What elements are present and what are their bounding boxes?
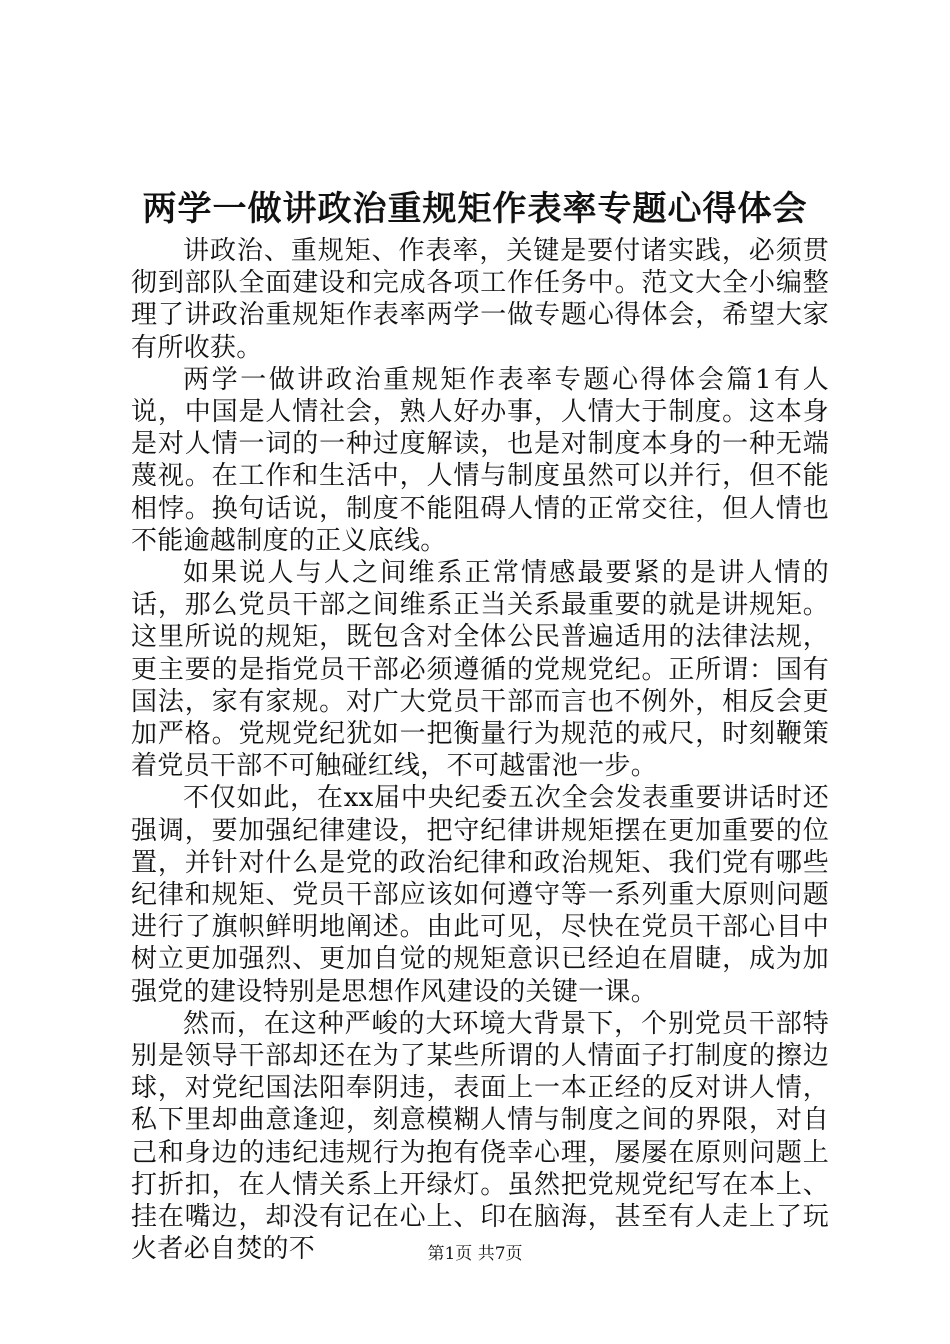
paragraph-2: 如果说人与人之间维系正常情感最要紧的是讲人情的话，那么党员干部之间维系正当关系最重要的就是讲规矩。这里所说的规矩，既包含对全体公民普遍适用的法律法规，更主要的是指党员干部必须遵循的党规党纪。正所谓：国有国法，家有家规。对广大党员干部而言也不例外，相反会更加严格。党规党纪犹如一把衡量行为规范的戒尺，时刻鞭策着党员干部不可触碰红线，不可越雷池一步。 (131, 558, 829, 782)
page-footer: 第1页 共7页 (427, 1244, 523, 1264)
paragraph-4: 然而，在这种严峻的大环境大背景下，个别党员干部特别是领导干部却还在为了某些所谓的人情面子打制度的擦边球，对党纪国法阳奉阴违，表面上一本正经的反对讲人情，私下里却曲意逢迎，刻意模糊人情与制度之间的界限，对自己和身边的违纪违规行为抱有侥幸心理，屡屡在原则问题上打折扣，在人情关系上开绿灯。虽然把党规党纪写在本上、挂在嘴边，却没有记在心上、印在脑海，甚至有人走上了玩火者必自焚的不 (131, 1008, 829, 1265)
paragraph-intro: 讲政治、重规矩、作表率，关键是要付诸实践，必须贯彻到部队全面建设和完成各项工作任务中。范文大全小编整理了讲政治重规矩作表率两学一做专题心得体会，希望大家有所收获。 (131, 236, 829, 363)
paragraph-3: 不仅如此，在xx届中央纪委五次全会发表重要讲话时还强调，要加强纪律建设，把守纪律讲规矩摆在更加重要的位置，并针对什么是党的政治纪律和政治规矩、我们党有哪些纪律和规矩、党员干部应该如何遵守等一系列重大原则问题进行了旗帜鲜明地阐述。由此可见，尽快在党员干部心目中树立更加强烈、更加自觉的规矩意识已经迫在眉睫，成为加强党的建设特别是思想作风建设的关键一课。 (131, 783, 829, 1007)
document-title: 两学一做讲政治重规矩作表率专题心得体会 (142, 189, 808, 229)
document-body (131, 235, 829, 1266)
paragraph-1: 两学一做讲政治重规矩作表率专题心得体会篇1有人说，中国是人情社会，熟人好办事，人情大于制度。这本身是对人情一词的一种过度解读，也是对制度本身的一种无端蔑视。在工作和生活中，人情与制度虽然可以并行，但不能相悖。换句话说，制度不能阻碍人情的正常交往，但人情也不能逾越制度的正义底线。 (131, 364, 829, 556)
